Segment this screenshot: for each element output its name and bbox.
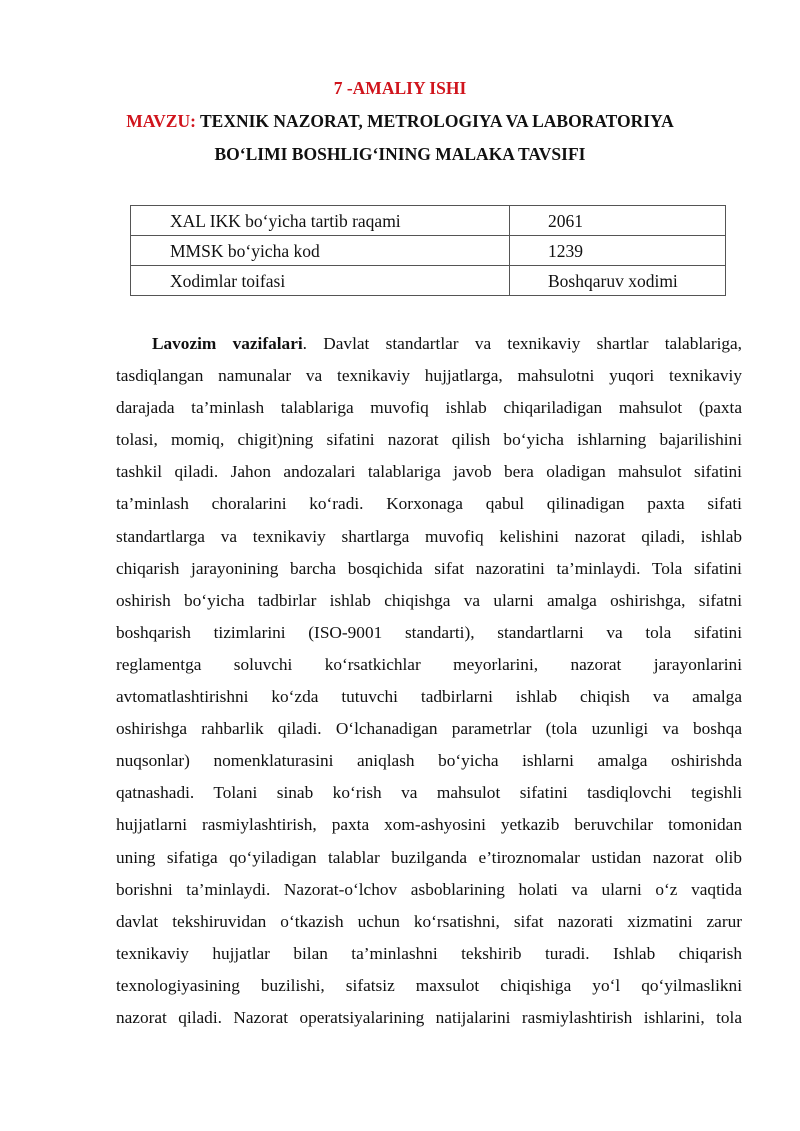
paragraph-line: oshirishga rahbarlik qiladi. O‘lchanadigan parametrlar (tola uzunligi va boshqa [116,719,742,739]
topic-label: MAVZU: [126,111,196,131]
paragraph-line: standartlarga va texnikaviy shartlarga muvofiq kelishini nazorat qiladi, ishlab [116,526,742,546]
paragraph-line: hujjatlarni rasmiylashtirish, paxta xom-ashyosini yetkazib beruvchilar tomonidan [116,815,742,835]
practical-work-title [0,78,800,98]
table-row [131,206,726,236]
paragraph-line: nazorat qiladi. Nazorat operatsiyalarining natijalarini rasmiylashtirish ishlarini, tola [116,1007,742,1027]
practical-work-number: 7 -AMALIY ISHI [333,78,467,98]
paragraph-line [116,328,742,360]
paragraph-line: avtomatlashtirishni ko‘zda tutuvchi tadbirlarni ishlab chiqish va amalga [116,687,742,707]
table-cell-value: 1239 [510,236,726,266]
paragraph-line: ta’minlash choralarini ko‘radi. Korxonaga qabul qilinadigan paxta sifati [116,494,742,514]
paragraph-line: texnikaviy hujjatlar bilan ta’minlashni tekshirib turadi. Ishlab chiqarish [116,943,742,963]
topic-heading-line-1 [0,111,800,131]
topic-heading-line-2 [0,144,800,164]
table-cell-value: Boshqaruv xodimi [510,266,726,296]
paragraph-line: qatnashadi. Tolani sinab ko‘rish va mahsulot sifatini tasdiqlovchi tegishli [116,783,742,803]
table-cell-value: 2061 [510,206,726,236]
paragraph-line: nuqsonlar) nomenklaturasini aniqlash bo‘yicha ishlarni amalga oshirishda [116,751,742,771]
paragraph-line: tasdiqlangan namunalar va texnikaviy hujjatlarga, mahsulotni yuqori texnikaviy [116,366,742,386]
paragraph-line: darajada ta’minlash talablariga muvofiq ishlab chiqariladigan mahsulot (paxta [116,398,742,418]
paragraph-line: boshqarish tizimlarini (ISO-9001 standarti), standartlarni va tola sifatini [116,622,742,642]
topic-title-part-2: BO‘LIMI BOSHLIG‘INING MALAKA TAVSIFI [214,144,586,164]
duties-paragraph [116,328,742,1034]
duties-lead-rest: . Davlat standartlar va texnikaviy shartlar talablariga, [302,334,742,353]
paragraph-line: tolasi, momiq, chigit)ning sifatini nazorat qilish bo‘yicha ishlarning bajarilishini [116,430,742,450]
paragraph-line: texnologiyasining buzilishi, sifatsiz maxsulot chiqishiga yo‘l qo‘yilmaslikni [116,975,742,995]
table-row [131,266,726,296]
table-cell-label: XAL IKK bo‘yicha tartib raqami [131,206,510,236]
paragraph-line: uning sifatiga qo‘yiladigan talablar buzilganda e’tiroznomalar ustidan nazorat olib [116,847,742,867]
table-cell-label: MMSK bo‘yicha kod [131,236,510,266]
paragraph-line: reglamentga soluvchi ko‘rsatkichlar meyorlarini, nazorat jarayonlarini [116,654,742,674]
paragraph-line: davlat tekshiruvidan o‘tkazish uchun ko‘rsatishni, sifat nazorati xizmatini zarur [116,911,742,931]
paragraph-line: borishni ta’minlaydi. Nazorat-o‘lchov asboblarining holati va ularni o‘z vaqtida [116,879,742,899]
topic-title-part-1: TEXNIK NAZORAT, METROLOGIYA VA LABORATORIYA [195,111,674,131]
paragraph-line: tashkil qiladi. Jahon andozalari talablariga javob bera oladigan mahsulot sifatini [116,462,742,482]
paragraph-line: oshirish bo‘yicha tadbirlar ishlab chiqishga va ularni amalga oshirishga, sifatni [116,590,742,610]
paragraph-line: chiqarish jarayonining barcha bosqichida sifat nazoratini ta’minlaydi. Tola sifatini [116,558,742,578]
duties-lead-bold: Lavozim vazifalari [152,334,303,353]
table-row [131,236,726,266]
classification-table [130,205,726,296]
table-cell-label: Xodimlar toifasi [131,266,510,296]
